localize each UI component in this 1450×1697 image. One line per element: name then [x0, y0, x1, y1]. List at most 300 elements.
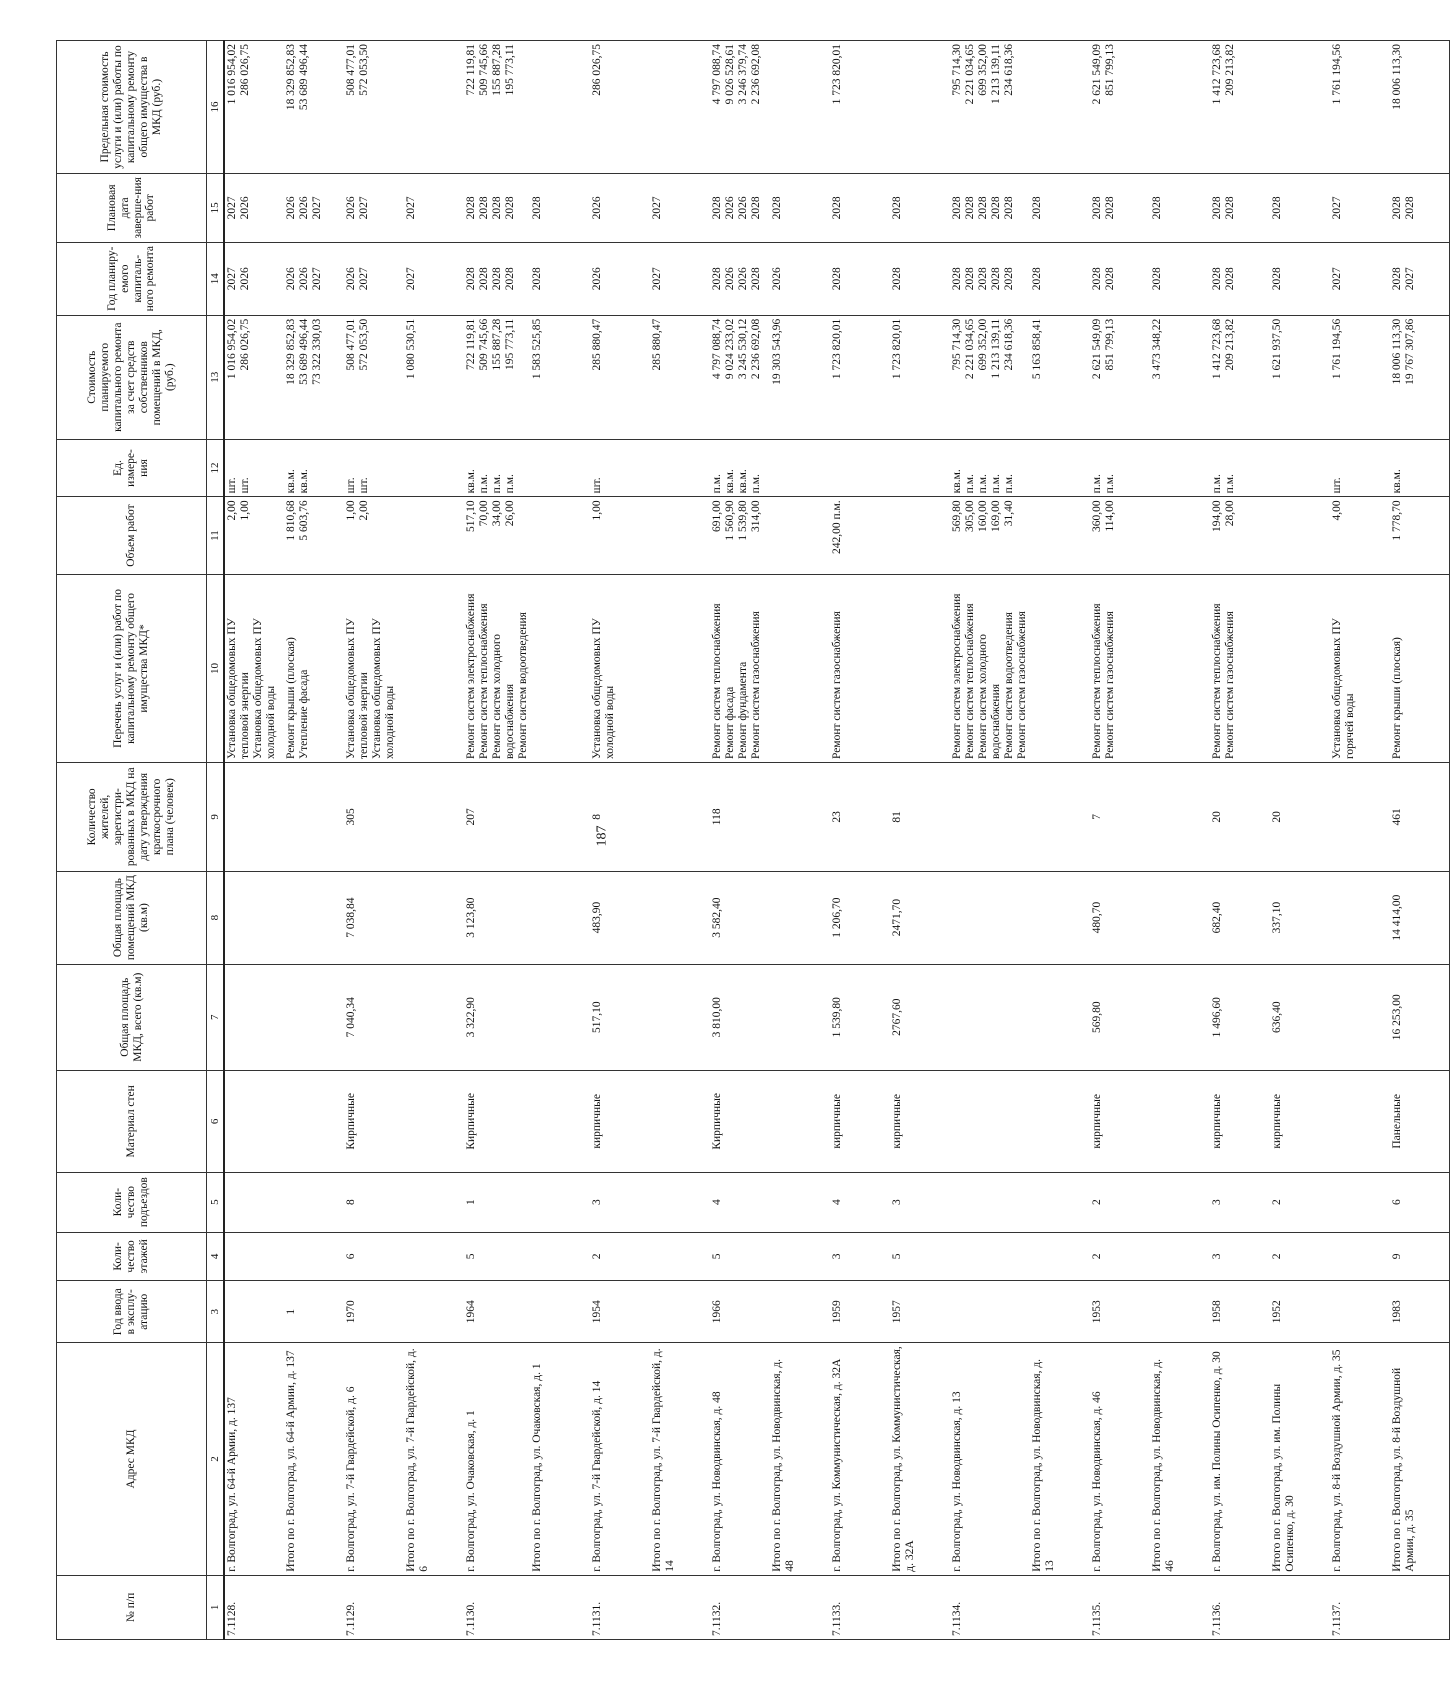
completion-date-item: 2028	[503, 196, 516, 220]
wall-material-cell	[650, 1070, 710, 1172]
total-area-cell: 569,80	[1090, 964, 1150, 1070]
address-cell: Итого по г. Волгоград, ул. им. Полины Осипенко, д. 30	[1270, 1343, 1330, 1576]
completion-date-item: 2028	[477, 196, 490, 220]
residents-cell: 23	[830, 763, 890, 872]
completion-date-cell	[1030, 174, 1090, 243]
works-list-item: Ремонт систем электроснабжения	[465, 593, 477, 760]
max-cost-item: 209 213,82	[1223, 44, 1236, 96]
floors-cell	[224, 1232, 284, 1281]
premises-area-cell	[224, 871, 284, 964]
address-cell: г. Волгоград, ул. им. Полины Осипенко, д. 30	[1210, 1343, 1270, 1576]
wall-material-cell: кирпичные	[1270, 1070, 1330, 1172]
unit-cell	[1030, 439, 1090, 497]
work-volume-item: 517,10	[465, 500, 477, 532]
completion-date-item: 2028	[964, 196, 977, 220]
repair-year-item: 2026	[297, 267, 310, 291]
repair-year-item: 2026	[771, 267, 784, 291]
residents-cell	[224, 763, 284, 872]
residents-cell	[530, 763, 590, 872]
year-built-cell	[950, 1281, 1029, 1343]
total-area-cell	[1030, 964, 1090, 1070]
planned-cost-cell	[1150, 315, 1210, 439]
total-area-cell: 517,10	[590, 964, 650, 1070]
completion-date-cell	[770, 174, 830, 243]
completion-date-item: 2028	[891, 196, 904, 220]
work-volume-item: 569,80	[951, 500, 964, 532]
planned-cost-item: 285 880,47	[591, 318, 604, 371]
works-list-cell	[1270, 574, 1330, 762]
completion-date-cell	[890, 174, 950, 243]
table-row	[650, 41, 710, 1640]
header-cell: Объем работ	[57, 497, 207, 575]
header-cell: Адрес МКД	[57, 1343, 207, 1576]
max-cost-item: 1 761 194,56	[1330, 44, 1343, 105]
work-volume-item: 691,00	[711, 500, 724, 532]
header-cell: № п/п	[57, 1575, 207, 1639]
repair-year-cell	[530, 242, 590, 315]
planned-cost-cell	[1270, 315, 1330, 439]
row-number-cell: 7.1137.	[1330, 1575, 1390, 1639]
works-list-item: Ремонт систем газоснабжения	[831, 611, 844, 760]
repair-year-item: 2027	[405, 267, 417, 291]
planned-cost-item: 234 618,36	[1002, 318, 1015, 371]
premises-area-cell	[1150, 871, 1210, 964]
max-cost-cell	[284, 41, 344, 174]
repair-year-item: 2027	[1330, 267, 1343, 291]
floors-cell	[650, 1232, 710, 1281]
year-built-cell	[650, 1281, 710, 1343]
entrances-cell	[1030, 1172, 1090, 1232]
max-cost-cell	[590, 41, 650, 174]
planned-cost-cell	[530, 315, 590, 439]
works-list-item: Ремонт систем газоснабжения	[1015, 611, 1028, 760]
max-cost-item: 286 026,75	[238, 44, 251, 96]
works-list-item: Ремонт систем теплоснабжения	[477, 603, 490, 760]
header-cell: Плановая дата заверше-ния работ	[57, 174, 207, 243]
planned-cost-cell	[830, 315, 890, 439]
planned-cost-item: 209 213,82	[1223, 318, 1236, 371]
work-volume-cell	[224, 497, 284, 575]
works-list-item: Ремонт фундамента	[737, 661, 750, 760]
work-volume-item: 34,00	[490, 500, 503, 527]
work-volume-cell	[770, 497, 830, 575]
work-volume-cell	[464, 497, 530, 575]
repair-year-item: 2026	[591, 267, 604, 291]
column-number: 8	[207, 871, 225, 964]
unit-cell	[1330, 439, 1390, 497]
max-cost-item: 18 329 852,83	[285, 44, 297, 111]
work-volume-cell	[650, 497, 710, 575]
row-number-cell	[1270, 1575, 1330, 1639]
max-cost-item: 572 053,50	[357, 44, 370, 96]
completion-date-cell	[590, 174, 650, 243]
total-area-cell: 1 496,60	[1210, 964, 1270, 1070]
unit-item: шт.	[345, 477, 357, 494]
year-built-cell: 1966	[710, 1281, 770, 1343]
repair-year-item: 2026	[724, 267, 737, 291]
header-cell: Общая площадь помещений МКД (кв.м)	[57, 871, 207, 964]
address-cell: Итого по г. Волгоград, ул. Коммунистическая, д. 32А	[890, 1343, 950, 1576]
repair-year-item: 2027	[226, 267, 238, 291]
repair-year-cell	[1210, 242, 1270, 315]
planned-cost-item: 1 621 937,50	[1270, 318, 1283, 380]
address-cell: г. Волгоград, ул. Новодвинская, д. 46	[1090, 1343, 1150, 1576]
completion-date-cell	[1390, 174, 1450, 243]
row-number-cell: 7.1131.	[590, 1575, 650, 1639]
planned-cost-item: 2 221 034,65	[964, 318, 977, 380]
completion-date-cell	[404, 174, 464, 243]
works-list-cell	[1330, 574, 1390, 762]
column-number: 3	[207, 1281, 225, 1343]
planned-cost-cell	[770, 315, 830, 439]
planned-cost-item: 1 016 954,02	[226, 318, 238, 380]
completion-date-item: 2027	[1330, 196, 1343, 220]
works-list-item: Ремонт систем газоснабжения	[1223, 611, 1236, 760]
year-built-cell	[530, 1281, 590, 1343]
works-list-cell	[284, 574, 344, 762]
max-cost-item: 851 799,13	[1103, 44, 1116, 96]
work-volume-item: 31,40	[1002, 500, 1015, 527]
column-number: 11	[207, 497, 225, 575]
premises-area-cell: 1 206,70	[830, 871, 890, 964]
planned-cost-item: 2 621 549,09	[1090, 318, 1103, 380]
planned-cost-item: 572 053,50	[357, 318, 370, 371]
max-cost-item: 234 618,36	[1002, 44, 1015, 96]
wall-material-cell: кирпичные	[1090, 1070, 1150, 1172]
repair-year-item: 2027	[310, 267, 323, 291]
work-volume-item: 314,00	[750, 500, 762, 532]
work-volume-item: 26,00	[503, 500, 516, 527]
repair-year-cell	[830, 242, 890, 315]
table-row	[890, 41, 950, 1640]
planned-cost-item: 155 887,28	[490, 318, 503, 371]
completion-date-item: 2027	[405, 196, 417, 220]
entrances-cell: 4	[830, 1172, 890, 1232]
table-row	[404, 41, 464, 1640]
completion-date-item: 2028	[1403, 196, 1416, 220]
completion-date-cell	[710, 174, 770, 243]
max-cost-cell	[1030, 41, 1090, 174]
max-cost-cell	[650, 41, 710, 174]
repair-year-item: 2028	[990, 267, 1002, 291]
header-cell: Год планиру-емого капиталь-ного ремонта	[57, 242, 207, 315]
works-list-cell	[530, 574, 590, 762]
floors-cell: 5	[710, 1232, 770, 1281]
year-built-cell: 1983	[1390, 1281, 1450, 1343]
work-volume-item: 1 810,68	[285, 500, 297, 541]
table-row	[344, 41, 404, 1640]
row-number-cell	[1390, 1575, 1450, 1639]
completion-date-item: 2027	[357, 196, 370, 220]
column-number: 1	[207, 1575, 225, 1639]
total-area-cell	[530, 964, 590, 1070]
max-cost-item: 4 797 088,74	[711, 44, 724, 105]
unit-item: кв.м.	[285, 469, 297, 494]
max-cost-item: 2 236 692,08	[750, 44, 762, 105]
max-cost-cell	[1390, 41, 1450, 174]
premises-area-cell	[530, 871, 590, 964]
row-number-cell	[284, 1575, 344, 1639]
work-volume-cell	[830, 497, 890, 575]
max-cost-cell	[1090, 41, 1150, 174]
works-list-item: Ремонт фасада	[724, 686, 737, 760]
column-number: 9	[207, 763, 225, 872]
address-cell: г. Волгоград, ул. 8-й Воздушной Армии, д. 35	[1330, 1343, 1390, 1576]
premises-area-cell	[770, 871, 830, 964]
completion-date-item: 2026	[345, 196, 357, 220]
header-cell: Количество жителей, зарегистри-рованных в МКД на дату утверждения краткосрочного плана (человек)	[57, 763, 207, 872]
row-number-cell: 7.1134.	[950, 1575, 1029, 1639]
unit-cell	[1390, 439, 1450, 497]
completion-date-item: 2028	[750, 196, 762, 220]
premises-area-cell	[404, 871, 464, 964]
planned-cost-cell	[1090, 315, 1150, 439]
max-cost-item: 286 026,75	[591, 44, 604, 96]
max-cost-item: 2 221 034,65	[964, 44, 977, 105]
repair-year-cell	[590, 242, 650, 315]
total-area-cell	[770, 964, 830, 1070]
unit-cell	[464, 439, 530, 497]
address-cell: Итого по г. Волгоград, ул. 64-й Армии, д. 137	[284, 1343, 344, 1576]
completion-date-item: 2028	[1150, 196, 1163, 220]
year-built-cell	[224, 1281, 284, 1343]
works-list-item: Ремонт систем водоотведения	[516, 612, 529, 760]
completion-date-item: 2028	[1090, 196, 1103, 220]
unit-item: п.м.	[1090, 474, 1103, 494]
repair-year-cell	[404, 242, 464, 315]
unit-item: кв.м.	[297, 469, 310, 494]
max-cost-cell	[464, 41, 530, 174]
max-cost-cell	[890, 41, 950, 174]
planned-cost-item: 1 723 820,01	[891, 318, 904, 380]
planned-cost-cell	[464, 315, 530, 439]
repair-year-cell	[1090, 242, 1150, 315]
address-cell: г. Волгоград, ул. 64-й Армии, д. 137	[224, 1343, 284, 1576]
repair-year-item: 2028	[1103, 267, 1116, 291]
repair-year-item: 2028	[1270, 267, 1283, 291]
works-list-cell	[770, 574, 830, 762]
repair-year-item: 2027	[357, 267, 370, 291]
work-volume-item: 360,00	[1090, 500, 1103, 532]
header-cell: Общая площадь МКД, всего (кв.м)	[57, 964, 207, 1070]
floors-cell	[1030, 1232, 1090, 1281]
table-row	[710, 41, 770, 1640]
unit-item: п.м.	[750, 474, 762, 494]
completion-date-item: 2028	[465, 196, 477, 220]
entrances-cell	[530, 1172, 590, 1232]
max-cost-cell	[830, 41, 890, 174]
completion-date-cell	[530, 174, 590, 243]
repair-year-item: 2028	[750, 267, 762, 291]
unit-item: п.м.	[977, 474, 990, 494]
floors-cell: 3	[830, 1232, 890, 1281]
unit-item: кв.м.	[1390, 469, 1403, 494]
total-area-cell: 16 253,00	[1390, 964, 1450, 1070]
address-cell: г. Волгоград, ул. 7-й Гвардейской, д. 14	[590, 1343, 650, 1576]
planned-cost-item: 1 213 139,11	[990, 318, 1002, 379]
premises-area-cell: 7 038,84	[344, 871, 404, 964]
total-area-cell: 3 810,00	[710, 964, 770, 1070]
works-list-cell	[224, 574, 284, 762]
header-cell: Перечень услуг и (или) работ по капитальному ремонту общего имущества МКД*	[57, 574, 207, 762]
premises-area-cell: 3 582,40	[710, 871, 770, 964]
works-list-item: Ремонт систем теплоснабжения	[1090, 603, 1103, 760]
floors-cell	[1150, 1232, 1210, 1281]
works-list-cell	[890, 574, 950, 762]
entrances-cell: 1	[464, 1172, 530, 1232]
repair-year-cell	[770, 242, 830, 315]
residents-cell: 118	[710, 763, 770, 872]
table-row	[1210, 41, 1270, 1640]
wall-material-cell	[1030, 1070, 1090, 1172]
residents-cell	[650, 763, 710, 872]
works-list-item: Ремонт систем электроснабжения	[951, 593, 964, 760]
planned-cost-item: 699 352,00	[977, 318, 990, 371]
address-cell: г. Волгоград, ул. Новодвинская, д. 48	[710, 1343, 770, 1576]
floors-cell: 6	[344, 1232, 404, 1281]
address-cell: Итого по г. Волгоград, ул. Очаковская, д. 1	[530, 1343, 590, 1576]
residents-cell: 461	[1390, 763, 1450, 872]
work-volume-item: 242,00 п.м.	[831, 500, 844, 554]
row-number-cell	[404, 1575, 464, 1639]
works-list-item: Ремонт систем теплоснабжения	[711, 603, 724, 760]
work-volume-item: 2,00	[357, 500, 370, 521]
table-row	[224, 41, 284, 1640]
unit-cell	[890, 439, 950, 497]
planned-cost-item: 73 322 330,03	[310, 318, 323, 385]
completion-date-item: 2026	[297, 196, 310, 220]
year-built-cell: 1953	[1090, 1281, 1150, 1343]
unit-cell	[830, 439, 890, 497]
works-list-item: Установка общедомовых ПУ тепловой энергии	[226, 618, 251, 760]
row-number-cell	[1150, 1575, 1210, 1639]
completion-date-item: 2028	[1210, 196, 1223, 220]
max-cost-cell	[404, 41, 464, 174]
premises-area-cell: 682,40	[1210, 871, 1270, 964]
planned-cost-item: 3 473 348,22	[1150, 318, 1163, 380]
total-area-cell: 3 322,90	[464, 964, 530, 1070]
unit-cell	[344, 439, 404, 497]
year-built-cell	[1030, 1281, 1090, 1343]
repair-year-item: 2028	[1090, 267, 1103, 291]
total-area-cell	[950, 964, 1029, 1070]
max-cost-item: 1 723 820,01	[831, 44, 844, 105]
wall-material-cell	[224, 1070, 284, 1172]
wall-material-cell: кирпичные	[830, 1070, 890, 1172]
completion-date-cell	[650, 174, 710, 243]
header-cell: Стоимость планируемого капитального ремонта за счет средств собственников помещений в МКД, (руб.)	[57, 315, 207, 439]
address-cell: г. Волгоград, ул. Коммунистическая, д. 32А	[830, 1343, 890, 1576]
works-list-cell	[1090, 574, 1150, 762]
planned-cost-cell	[590, 315, 650, 439]
works-list-item: Установка общедомовых ПУ холодной воды	[251, 618, 277, 760]
year-built-cell: 1964	[464, 1281, 530, 1343]
wall-material-cell	[284, 1070, 344, 1172]
entrances-cell	[770, 1172, 830, 1232]
wall-material-cell: Кирпичные	[710, 1070, 770, 1172]
address-cell: Итого по г. Волгоград, ул. Новодвинская, д. 13	[1030, 1343, 1090, 1576]
header-cell: Коли-чество подъездов	[57, 1172, 207, 1232]
works-list-item: Ремонт систем холодного водоснабжения	[490, 633, 516, 760]
completion-date-item: 2027	[226, 196, 238, 220]
year-built-cell: 1	[284, 1281, 344, 1343]
year-built-cell	[1330, 1281, 1390, 1343]
entrances-cell: 6	[1390, 1172, 1450, 1232]
year-built-cell	[404, 1281, 464, 1343]
repair-year-cell	[650, 242, 710, 315]
unit-item: кв.м.	[737, 469, 750, 494]
year-built-cell	[1150, 1281, 1210, 1343]
planned-cost-cell	[344, 315, 404, 439]
residents-cell: 20	[1210, 763, 1270, 872]
repair-year-item: 2028	[977, 267, 990, 291]
planned-cost-item: 1 583 525,85	[531, 318, 544, 380]
total-area-cell	[1150, 964, 1210, 1070]
work-volume-cell	[1090, 497, 1150, 575]
repair-year-cell	[1390, 242, 1450, 315]
completion-date-item: 2028	[771, 196, 784, 220]
floors-cell	[950, 1232, 1029, 1281]
works-list-item: Установка общедомовых ПУ тепловой энергии	[345, 618, 370, 760]
unit-cell	[950, 439, 1029, 497]
address-cell: Итого по г. Волгоград, ул. Новодвинская, д. 46	[1150, 1343, 1210, 1576]
planned-cost-cell	[404, 315, 464, 439]
table-row	[770, 41, 830, 1640]
repair-year-item: 2028	[891, 267, 904, 291]
work-volume-item: 1 539,80	[737, 500, 750, 541]
total-area-cell: 1 539,80	[830, 964, 890, 1070]
repair-year-cell	[284, 242, 344, 315]
planned-cost-item: 19 767 307,86	[1403, 318, 1416, 385]
repair-year-item: 2028	[1223, 267, 1236, 291]
max-cost-cell	[530, 41, 590, 174]
unit-item: шт.	[1330, 477, 1343, 494]
wall-material-cell: Кирпичные	[344, 1070, 404, 1172]
planned-cost-item: 285 880,47	[651, 318, 664, 371]
repair-year-cell	[464, 242, 530, 315]
entrances-cell	[284, 1172, 344, 1232]
completion-date-item: 2026	[724, 196, 737, 220]
max-cost-item: 2 621 549,09	[1090, 44, 1103, 105]
completion-date-cell	[1270, 174, 1330, 243]
repair-year-item: 2026	[238, 267, 251, 291]
repair-year-cell	[1330, 242, 1390, 315]
completion-date-item: 2026	[238, 196, 251, 220]
planned-cost-cell	[650, 315, 710, 439]
completion-date-item: 2028	[977, 196, 990, 220]
planned-cost-cell	[284, 315, 344, 439]
premises-area-cell: 483,90	[590, 871, 650, 964]
entrances-cell	[1330, 1172, 1390, 1232]
repair-year-item: 2026	[737, 267, 750, 291]
floors-cell: 2	[1270, 1232, 1330, 1281]
table-row	[950, 41, 1029, 1640]
row-number-cell: 7.1136.	[1210, 1575, 1270, 1639]
unit-item: шт.	[357, 477, 370, 494]
row-number-cell: 7.1133.	[830, 1575, 890, 1639]
year-built-cell	[770, 1281, 830, 1343]
unit-cell	[710, 439, 770, 497]
unit-cell	[1210, 439, 1270, 497]
table-row	[284, 41, 344, 1640]
address-cell: г. Волгоград, ул. 7-й Гвардейской, д. 6	[344, 1343, 404, 1576]
planned-cost-item: 1 412 723,68	[1210, 318, 1223, 380]
column-number-row	[207, 41, 225, 1640]
address-cell: Итого по г. Волгоград, ул. 7-й Гвардейской, д. 14	[650, 1343, 710, 1576]
year-built-cell: 1954	[590, 1281, 650, 1343]
unit-cell	[530, 439, 590, 497]
completion-date-cell	[344, 174, 404, 243]
